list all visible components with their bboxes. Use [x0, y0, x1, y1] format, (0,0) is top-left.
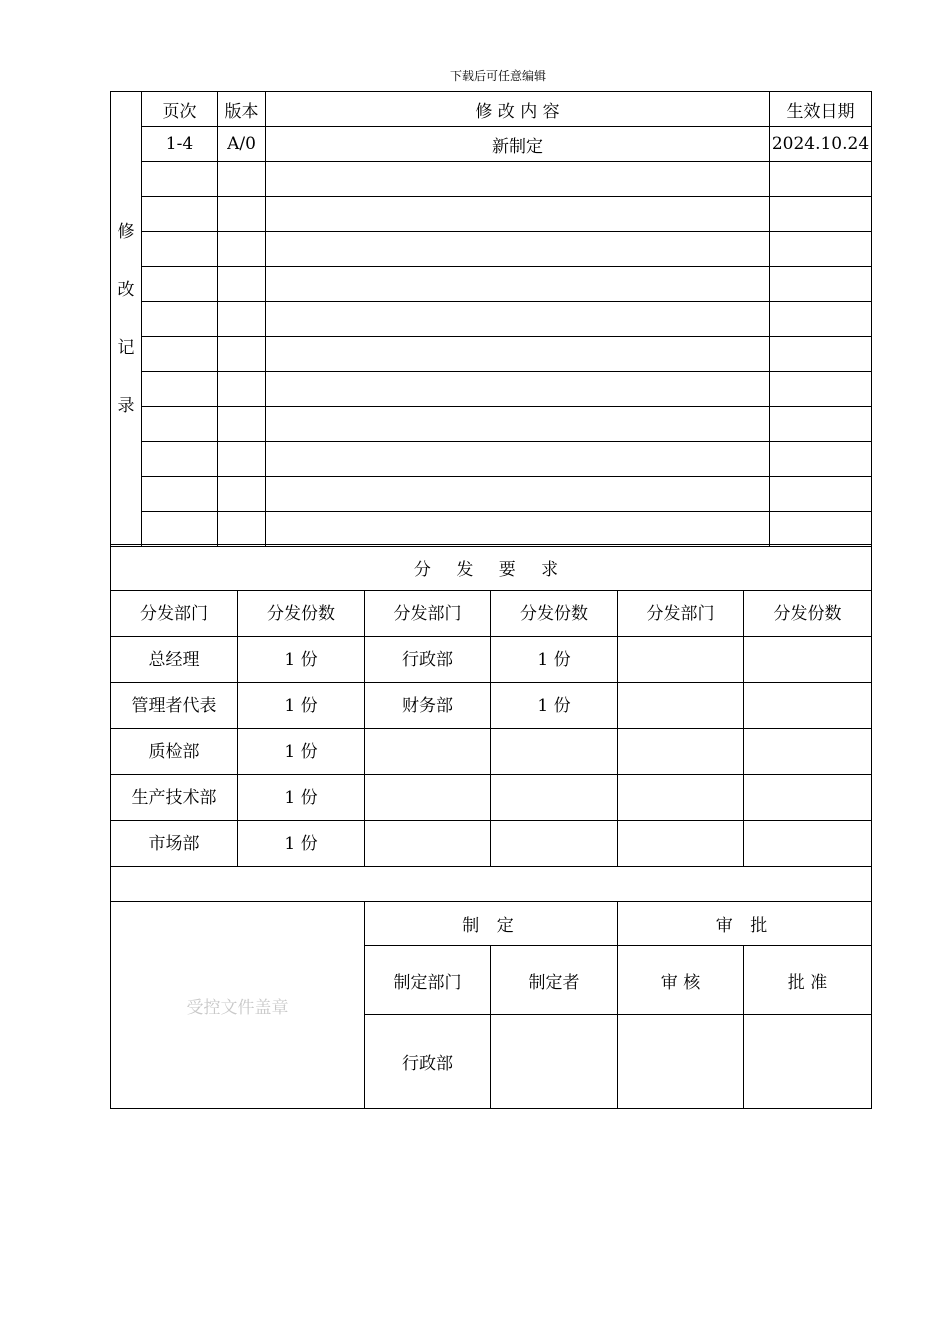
side-char: 改	[117, 280, 135, 300]
maker-value	[491, 1015, 618, 1109]
approve-header: 审 批	[618, 902, 872, 946]
copies-cell	[744, 683, 872, 729]
empty-cell	[266, 302, 770, 337]
table-row	[111, 407, 872, 442]
dept-cell	[618, 821, 744, 867]
empty-cell	[142, 477, 218, 512]
empty-cell	[142, 162, 218, 197]
distribution-table	[110, 544, 872, 902]
copies-cell: 1 份	[238, 729, 365, 775]
empty-cell	[142, 302, 218, 337]
cell-content: 新制定	[266, 127, 770, 162]
header-date: 生效日期	[770, 92, 872, 127]
col-header: 分发份数	[238, 591, 365, 637]
table-row	[111, 637, 872, 683]
table-row	[111, 821, 872, 867]
dept-cell	[365, 729, 491, 775]
empty-cell	[770, 162, 872, 197]
col-header: 分发部门	[618, 591, 744, 637]
copies-cell: 1 份	[238, 821, 365, 867]
distribution-title: 分 发 要 求	[111, 545, 872, 591]
empty-cell	[770, 477, 872, 512]
empty-cell	[142, 197, 218, 232]
copies-cell	[491, 775, 618, 821]
col-header: 分发份数	[491, 591, 618, 637]
dept-cell: 总经理	[111, 637, 238, 683]
review-value	[618, 1015, 744, 1109]
empty-cell	[770, 372, 872, 407]
empty-cell	[266, 267, 770, 302]
revision-side-label	[111, 92, 142, 547]
table-row	[111, 302, 872, 337]
dept-cell: 质检部	[111, 729, 238, 775]
table-row	[111, 512, 872, 547]
copies-cell	[744, 637, 872, 683]
empty-cell	[142, 232, 218, 267]
empty-cell	[770, 197, 872, 232]
dept-cell: 生产技术部	[111, 775, 238, 821]
empty-cell	[142, 372, 218, 407]
table-row	[111, 775, 872, 821]
empty-cell	[142, 407, 218, 442]
controlled-stamp-area: 受控文件盖章	[111, 902, 365, 1109]
table-row	[111, 267, 872, 302]
table-row	[111, 683, 872, 729]
dept-cell	[618, 729, 744, 775]
header-version: 版本	[218, 92, 266, 127]
empty-cell	[266, 477, 770, 512]
table-row	[111, 162, 872, 197]
approval-table	[110, 901, 872, 1109]
spacer-row	[111, 867, 872, 902]
empty-cell	[266, 232, 770, 267]
copies-cell: 1 份	[238, 775, 365, 821]
empty-cell	[770, 337, 872, 372]
col-header: 分发部门	[111, 591, 238, 637]
dept-cell	[618, 637, 744, 683]
empty-cell	[218, 372, 266, 407]
empty-cell	[218, 407, 266, 442]
cell-version: A/0	[218, 127, 266, 162]
copies-cell	[744, 729, 872, 775]
empty-cell	[266, 197, 770, 232]
dept-cell	[365, 821, 491, 867]
dept-cell: 市场部	[111, 821, 238, 867]
empty-cell	[142, 267, 218, 302]
empty-cell	[770, 232, 872, 267]
table-row	[111, 127, 872, 162]
empty-cell	[218, 512, 266, 547]
approve-label: 批 准	[744, 946, 872, 1015]
table-row	[111, 197, 872, 232]
empty-cell	[142, 442, 218, 477]
header-content: 修 改 内 容	[266, 92, 770, 127]
copies-cell	[491, 729, 618, 775]
table-row	[111, 337, 872, 372]
copies-cell: 1 份	[238, 637, 365, 683]
table-row	[111, 477, 872, 512]
empty-cell	[770, 407, 872, 442]
make-header: 制 定	[365, 902, 618, 946]
empty-cell	[142, 337, 218, 372]
side-char: 记	[117, 338, 135, 358]
empty-cell	[218, 197, 266, 232]
dept-cell: 财务部	[365, 683, 491, 729]
empty-cell	[218, 162, 266, 197]
empty-cell	[770, 267, 872, 302]
distribution-header-row	[111, 591, 872, 637]
empty-cell	[218, 442, 266, 477]
empty-cell	[770, 442, 872, 477]
empty-cell	[770, 512, 872, 547]
empty-cell	[266, 162, 770, 197]
empty-cell	[266, 512, 770, 547]
dept-cell	[365, 775, 491, 821]
empty-cell	[218, 302, 266, 337]
copies-cell: 1 份	[491, 683, 618, 729]
approve-value	[744, 1015, 872, 1109]
side-char: 修	[117, 222, 135, 242]
empty-cell	[218, 267, 266, 302]
table-row	[111, 729, 872, 775]
dept-cell: 管理者代表	[111, 683, 238, 729]
side-char: 录	[117, 396, 135, 416]
header-note: 下载后可任意编辑	[449, 69, 546, 83]
empty-cell	[770, 302, 872, 337]
table-row	[111, 232, 872, 267]
empty-cell	[142, 512, 218, 547]
cell-date: 2024.10.24	[770, 127, 872, 162]
cell-page: 1-4	[142, 127, 218, 162]
make-dept-label: 制定部门	[365, 946, 491, 1015]
dept-cell: 行政部	[365, 637, 491, 683]
review-label: 审 核	[618, 946, 744, 1015]
empty-cell	[218, 232, 266, 267]
dept-cell	[618, 683, 744, 729]
empty-cell	[218, 477, 266, 512]
table-row	[111, 372, 872, 407]
maker-label: 制定者	[491, 946, 618, 1015]
empty-cell	[218, 337, 266, 372]
table-row	[111, 442, 872, 477]
make-dept-value: 行政部	[365, 1015, 491, 1109]
copies-cell: 1 份	[491, 637, 618, 683]
empty-cell	[266, 337, 770, 372]
empty-cell	[266, 442, 770, 477]
header-page: 页次	[142, 92, 218, 127]
copies-cell: 1 份	[238, 683, 365, 729]
copies-cell	[491, 821, 618, 867]
col-header: 分发份数	[744, 591, 872, 637]
copies-cell	[744, 821, 872, 867]
copies-cell	[744, 775, 872, 821]
dept-cell	[618, 775, 744, 821]
empty-cell	[266, 372, 770, 407]
empty-cell	[266, 407, 770, 442]
revision-record-table	[110, 91, 872, 547]
col-header: 分发部门	[365, 591, 491, 637]
